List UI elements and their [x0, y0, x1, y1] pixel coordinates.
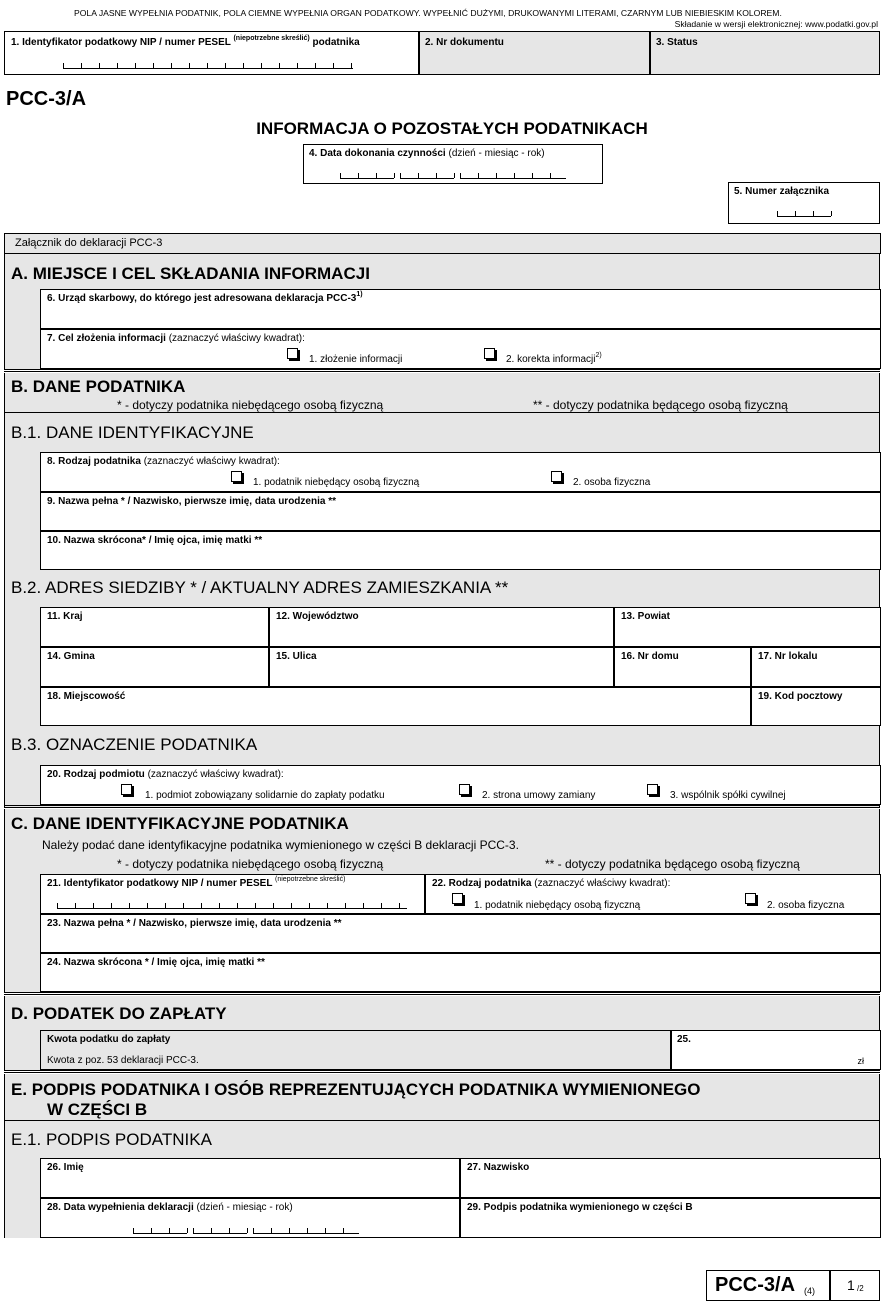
field-22-hint: (zaznaczyć właściwy kwadrat):	[534, 878, 671, 889]
section-a-title: A. MIEJSCE I CEL SKŁADANIA INFORMACJI	[11, 264, 370, 283]
divider	[4, 805, 880, 808]
section-b3-title: B.3. OZNACZENIE PODATNIKA	[11, 735, 258, 754]
section-e-title-line-1: E. PODPIS PODATNIKA I OSÓB REPREZENTUJĄCYCH PODATNIKA WYMIENIONEGO	[11, 1080, 701, 1099]
section-e-title-line-2: W CZĘŚCI B	[47, 1100, 148, 1119]
field-28-hint: (dzień - miesiąc - rok)	[196, 1202, 293, 1213]
entity-type-option-1: 1. podmiot zobowiązany solidarnie do zapłaty podatku	[145, 790, 385, 801]
field-1-nip-pesel[interactable]	[4, 31, 419, 75]
field-11-label: 11. Kraj	[47, 611, 83, 622]
field-29-signature[interactable]	[460, 1198, 881, 1238]
nip-digit-comb	[63, 62, 353, 69]
field-29-label: 29. Podpis podatnika wymienionego w części B	[467, 1202, 693, 1213]
section-c-title: C. DANE IDENTYFIKACYJNE PODATNIKA	[11, 814, 349, 833]
field-19-postal-code[interactable]	[751, 687, 881, 726]
field-4-date[interactable]	[303, 144, 603, 184]
field-20-entity-type	[40, 765, 881, 805]
field-2-label: 2. Nr dokumentu	[425, 37, 504, 48]
field-20-hint: (zaznaczyć właściwy kwadrat):	[147, 769, 284, 780]
c-taxpayer-type-option-2: 2. osoba fizyczna	[767, 900, 845, 911]
entity-type-checkbox-2[interactable]	[459, 784, 470, 795]
field-15-street[interactable]	[269, 647, 614, 687]
field-28-label: 28. Data wypełnienia deklaracji	[47, 1202, 194, 1213]
field-21-nip-pesel[interactable]	[40, 874, 425, 914]
purpose-option-2: 2. korekta informacji	[506, 354, 596, 365]
field-12-voivodeship[interactable]	[269, 607, 614, 647]
purpose-option-2-sup: 2)	[595, 352, 602, 359]
field-21-label: 21. Identyfikator podatkowy NIP / numer PESEL	[47, 878, 273, 889]
section-d-title: D. PODATEK DO ZAPŁATY	[11, 1004, 227, 1023]
field-22-label: 22. Rodzaj podatnika	[432, 878, 532, 889]
section-b2-title: B.2. ADRES SIEDZIBY * / AKTUALNY ADRES ZAMIESZKANIA **	[11, 578, 509, 597]
section-c-note-2: ** - dotyczy podatnika będącego osobą fizyczną	[545, 857, 800, 871]
tax-amount-sublabel: Kwota z poz. 53 deklaracji PCC-3.	[47, 1055, 199, 1066]
field-1-note: (niepotrzebne skreślić)	[233, 35, 310, 42]
fill-date-month-comb	[193, 1227, 247, 1234]
field-3-status	[650, 31, 880, 75]
c-taxpayer-type-checkbox-2[interactable]	[745, 893, 756, 904]
purpose-option-1: 1. złożenie informacji	[309, 354, 403, 365]
purpose-checkbox-2[interactable]	[484, 348, 495, 359]
date-month-comb	[400, 172, 454, 179]
date-year-comb	[460, 172, 566, 179]
field-23-label: 23. Nazwa pełna * / Nazwisko, pierwsze imię, data urodzenia **	[47, 918, 342, 929]
entity-type-checkbox-3[interactable]	[647, 784, 658, 795]
field-14-label: 14. Gmina	[47, 651, 95, 662]
field-10-short-name[interactable]	[40, 531, 881, 570]
fill-date-year-comb	[253, 1227, 359, 1234]
page-number-box	[830, 1270, 880, 1301]
section-c-note-1: * - dotyczy podatnika niebędącego osobą fizyczną	[117, 857, 384, 871]
tax-amount-label: Kwota podatku do zapłaty	[47, 1034, 171, 1045]
c-taxpayer-type-checkbox-1[interactable]	[452, 893, 463, 904]
attachment-number-comb	[777, 210, 831, 217]
field-25-label: 25.	[677, 1034, 691, 1045]
footer-form-code: PCC-3/A	[715, 1274, 796, 1296]
entity-type-checkbox-1[interactable]	[121, 784, 132, 795]
field-26-label: 26. Imię	[47, 1162, 84, 1173]
tax-amount-label-box	[40, 1030, 671, 1070]
field-6-sup: 1)	[356, 291, 363, 298]
field-17-label: 17. Nr lokalu	[758, 651, 818, 662]
section-e1-title: E.1. PODPIS PODATNIKA	[11, 1130, 212, 1149]
field-20-label: 20. Rodzaj podmiotu	[47, 769, 145, 780]
purpose-checkbox-1[interactable]	[287, 348, 298, 359]
field-25-tax-amount[interactable]	[671, 1030, 881, 1070]
nip-digit-comb	[57, 902, 407, 909]
field-8-label: 8. Rodzaj podatnika	[47, 456, 141, 467]
form-instructions: POLA JASNE WYPEŁNIA PODATNIK, POLA CIEMNE WYPEŁNIA ORGAN PODATKOWY. WYPEŁNIĆ DUŻYMI, DRUKOWANYMI LITERAMI, CZARNYM LUB NIEBIESKIM KOLOREM.	[74, 8, 782, 18]
field-14-municipality[interactable]	[40, 647, 269, 687]
field-1-suffix: podatnika	[312, 37, 360, 48]
field-17-apartment-number[interactable]	[751, 647, 881, 687]
field-7-hint: (zaznaczyć właściwy kwadrat):	[168, 333, 305, 344]
date-day-comb	[340, 172, 394, 179]
currency-label: zł	[857, 1056, 864, 1066]
fill-date-day-comb	[133, 1227, 187, 1234]
taxpayer-type-option-2: 2. osoba fizyczna	[573, 477, 651, 488]
field-7-label: 7. Cel złożenia informacji	[47, 333, 166, 344]
divider	[4, 1070, 880, 1073]
attachment-note-bar	[4, 233, 881, 254]
field-11-country[interactable]	[40, 607, 269, 647]
field-1-label: 1. Identyfikator podatkowy NIP / numer PESEL	[11, 37, 231, 48]
field-2-document-number	[419, 31, 650, 75]
taxpayer-type-checkbox-2[interactable]	[551, 471, 562, 482]
field-28-fill-date[interactable]	[40, 1198, 460, 1238]
field-15-label: 15. Ulica	[276, 651, 317, 662]
entity-type-option-2: 2. strona umowy zamiany	[482, 790, 596, 801]
field-27-label: 27. Nazwisko	[467, 1162, 530, 1173]
field-13-label: 13. Powiat	[621, 611, 670, 622]
field-26-first-name[interactable]	[40, 1158, 460, 1198]
field-9-label: 9. Nazwa pełna * / Nazwisko, pierwsze imię, data urodzenia **	[47, 496, 336, 507]
field-7-purpose	[40, 329, 881, 369]
field-10-label: 10. Nazwa skrócona* / Imię ojca, imię matki **	[47, 535, 263, 546]
field-9-full-name[interactable]	[40, 492, 881, 531]
field-18-locality[interactable]	[40, 687, 751, 726]
field-23-full-name[interactable]	[40, 914, 881, 953]
field-19-label: 19. Kod pocztowy	[758, 691, 843, 702]
section-b-title: B. DANE PODATNIKA	[11, 377, 186, 396]
field-24-label: 24. Nazwa skrócona * / Imię ojca, imię matki **	[47, 957, 265, 968]
field-6-tax-office[interactable]	[40, 289, 881, 329]
divider	[4, 992, 880, 995]
field-16-house-number[interactable]	[614, 647, 751, 687]
attachment-note: Załącznik do deklaracji PCC-3	[15, 237, 163, 249]
divider	[4, 369, 880, 372]
field-27-last-name[interactable]	[460, 1158, 881, 1198]
electronic-submission-note: Składanie w wersji elektronicznej: www.podatki.gov.pl	[674, 19, 878, 29]
form-title: INFORMACJA O POZOSTAŁYCH PODATNIKACH	[256, 119, 648, 138]
section-b1-title: B.1. DANE IDENTYFIKACYJNE	[11, 423, 254, 442]
c-taxpayer-type-option-1: 1. podatnik niebędący osobą fizyczną	[474, 900, 641, 911]
page-total: /2	[857, 1284, 864, 1293]
entity-type-option-3: 3. wspólnik spółki cywilnej	[670, 790, 786, 801]
field-16-label: 16. Nr domu	[621, 651, 679, 662]
form-code: PCC-3/A	[6, 88, 87, 110]
field-3-label: 3. Status	[656, 37, 698, 48]
field-8-hint: (zaznaczyć właściwy kwadrat):	[143, 456, 280, 467]
footer-version: (4)	[804, 1286, 815, 1296]
field-13-county[interactable]	[614, 607, 881, 647]
field-5-attachment-number[interactable]	[728, 182, 880, 224]
taxpayer-type-option-1: 1. podatnik niebędący osobą fizyczną	[253, 477, 420, 488]
section-b-note-2: ** - dotyczy podatnika będącego osobą fizyczną	[533, 398, 788, 412]
field-12-label: 12. Województwo	[276, 611, 359, 622]
field-4-hint: (dzień - miesiąc - rok)	[448, 148, 545, 159]
field-8-taxpayer-type	[40, 452, 881, 492]
field-6-label: 6. Urząd skarbowy, do którego jest adresowana deklaracja PCC-3	[47, 293, 357, 304]
field-21-note: (niepotrzebne skreślić)	[275, 876, 346, 883]
field-24-short-name[interactable]	[40, 953, 881, 992]
field-4-label: 4. Data dokonania czynności	[309, 148, 446, 159]
field-5-label: 5. Numer załącznika	[734, 186, 830, 197]
field-18-label: 18. Miejscowość	[47, 691, 126, 702]
field-22-taxpayer-type	[425, 874, 881, 914]
section-b-note-1: * - dotyczy podatnika niebędącego osobą fizyczną	[117, 398, 384, 412]
footer-form-code-box	[706, 1270, 830, 1301]
taxpayer-type-checkbox-1[interactable]	[231, 471, 242, 482]
page-number: 1	[847, 1277, 855, 1293]
section-c-intro: Należy podać dane identyfikacyjne podatnika wymienionego w części B deklaracji PCC-3.	[42, 838, 519, 852]
